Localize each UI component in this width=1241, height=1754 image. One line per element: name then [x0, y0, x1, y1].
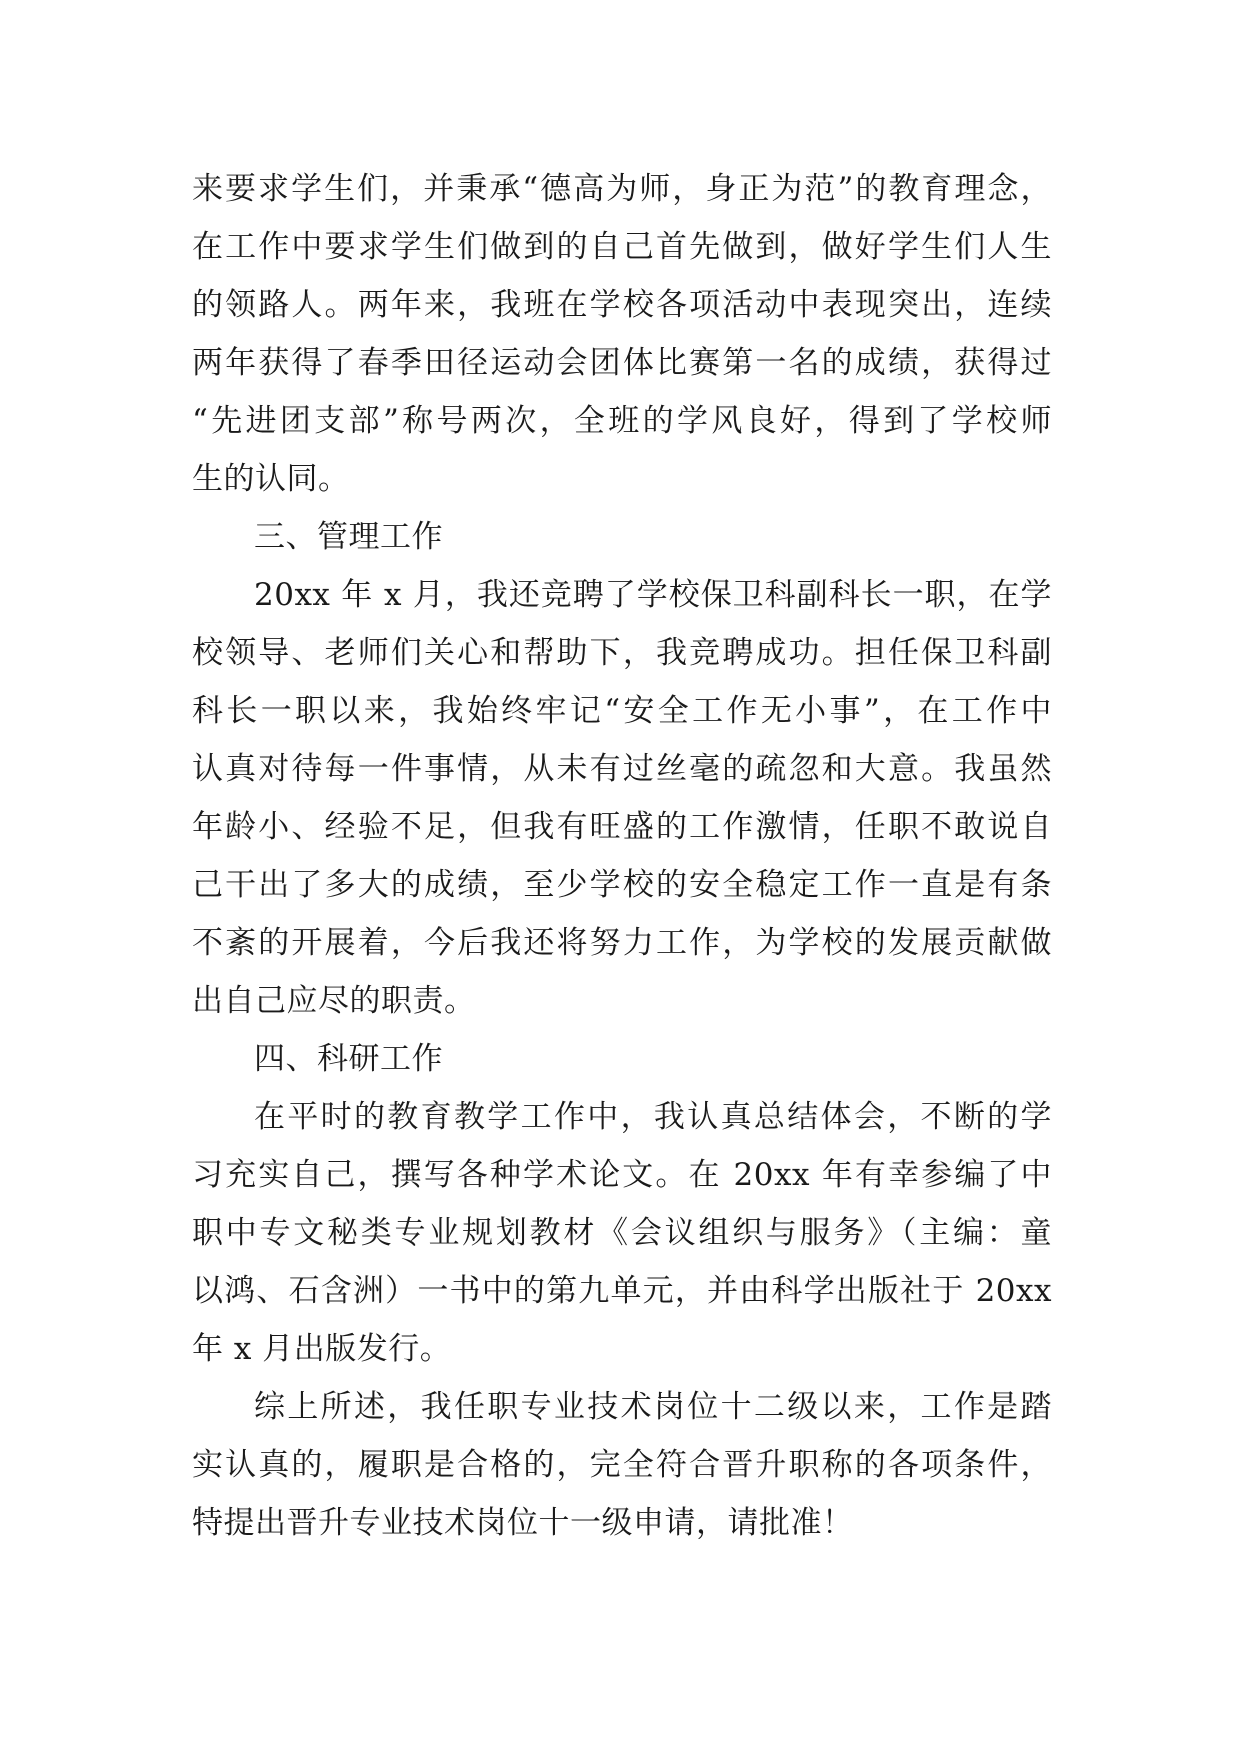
text-line: 科长一职以来，我始终牢记“安全工作无小事”，在工作中 — [192, 693, 1052, 729]
text-line: 生的认同。 — [192, 461, 350, 497]
text-line: 以鸿、石含洲）一书中的第九单元，并由科学出版社于 20xx — [192, 1273, 1052, 1309]
text-line: 职中专文秘类专业规划教材《会议组织与服务》（主编：童 — [192, 1215, 1052, 1251]
text-line: 在工作中要求学生们做到的自己首先做到，做好学生们人生 — [192, 229, 1052, 265]
text-line: 的领路人。两年来，我班在学校各项活动中表现突出，连续 — [192, 287, 1052, 323]
document-body — [192, 160, 1052, 1552]
text-line: 特提出晋升专业技术岗位十一级申请，请批准！ — [192, 1505, 854, 1541]
text-line: 出自己应尽的职责。 — [192, 983, 476, 1019]
text-line: 不紊的开展着，今后我还将努力工作，为学校的发展贡献做 — [192, 925, 1052, 961]
text-line: 校领导、老师们关心和帮助下，我竞聘成功。担任保卫科副 — [192, 635, 1052, 671]
section-heading: 四、科研工作 — [254, 1041, 443, 1077]
text-line: 实认真的，履职是合格的，完全符合晋升职称的各项条件， — [192, 1447, 1052, 1483]
text-line: 在平时的教育教学工作中，我认真总结体会，不断的学 — [254, 1099, 1052, 1135]
text-line: 年龄小、经验不足，但我有旺盛的工作激情，任职不敢说自 — [192, 809, 1052, 845]
text-line: 来要求学生们，并秉承“德高为师，身正为范”的教育理念， — [192, 171, 1052, 207]
text-line: 年 x 月出版发行。 — [192, 1331, 452, 1367]
section-heading: 三、管理工作 — [254, 519, 443, 555]
text-line: 综上所述，我任职专业技术岗位十二级以来，工作是踏 — [254, 1389, 1052, 1425]
text-line: 己干出了多大的成绩，至少学校的安全稳定工作一直是有条 — [192, 867, 1052, 903]
text-line: 认真对待每一件事情，从未有过丝毫的疏忽和大意。我虽然 — [192, 751, 1052, 787]
text-line: 习充实自己，撰写各种学术论文。在 20xx 年有幸参编了中 — [192, 1157, 1052, 1193]
text-line: “先进团支部”称号两次，全班的学风良好，得到了学校师 — [192, 403, 1052, 439]
text-line: 两年获得了春季田径运动会团体比赛第一名的成绩，获得过 — [192, 345, 1052, 381]
text-line: 20xx 年 x 月，我还竞聘了学校保卫科副科长一职，在学 — [254, 577, 1052, 613]
